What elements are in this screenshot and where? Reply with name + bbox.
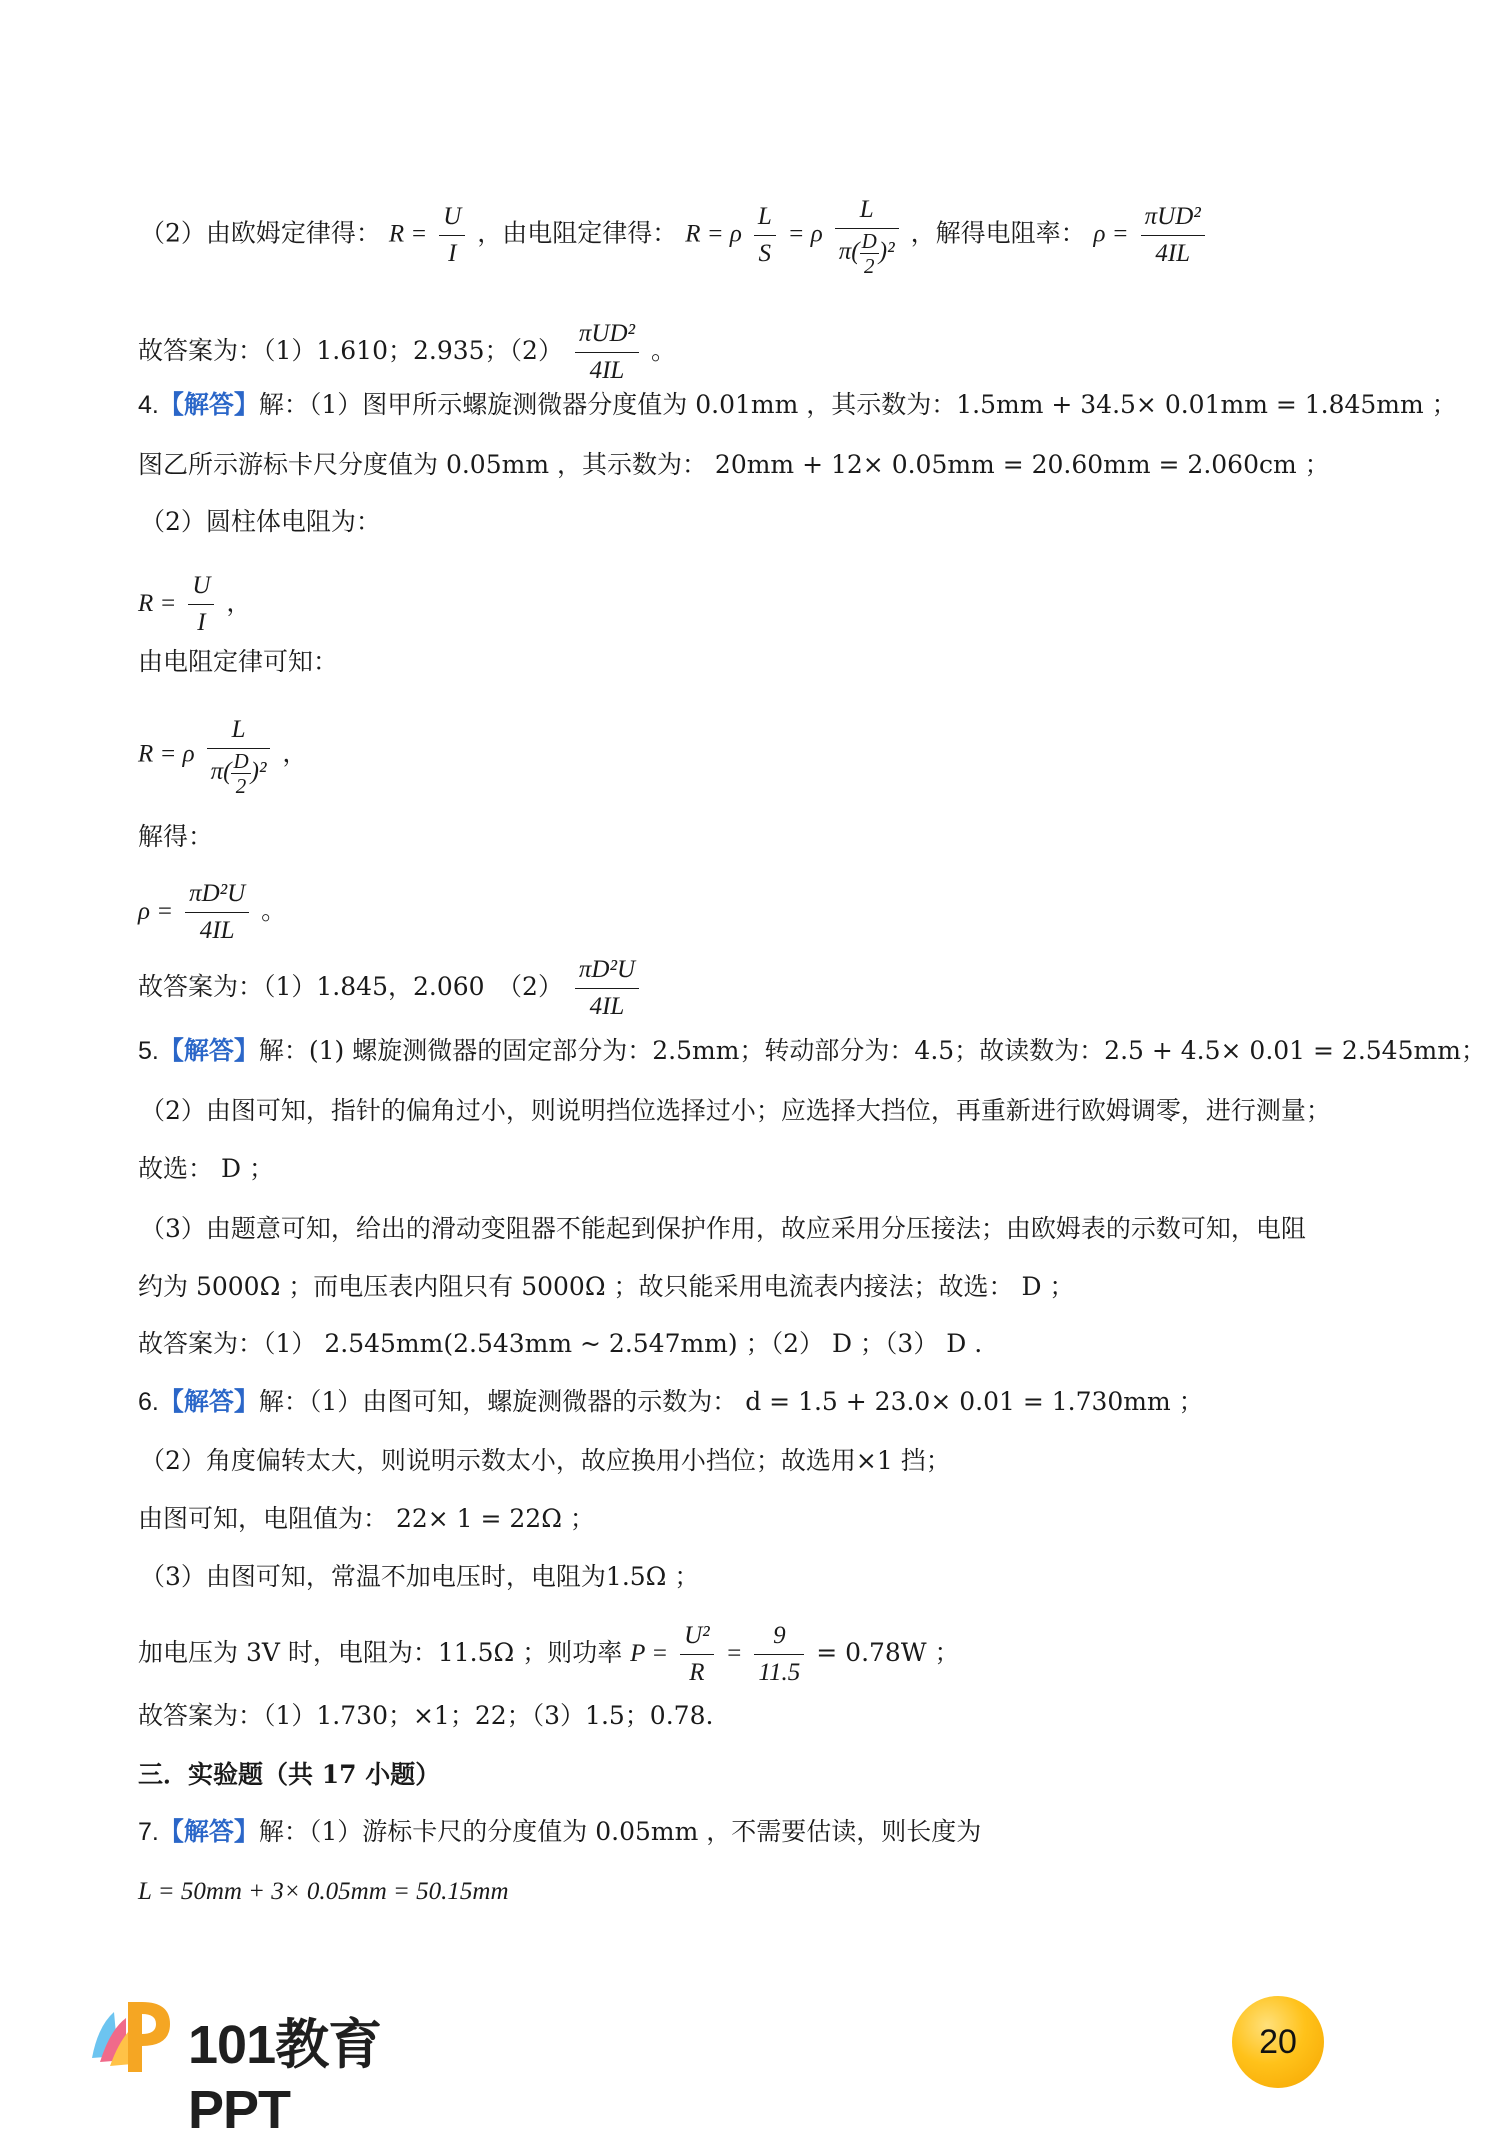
line-resistance-law bbox=[138, 645, 1388, 679]
text-segment: （2）由图可知，指针的偏角过小，则说明挡位选择过小；应选择大挡位，再重新进行欧姆调零，进行测量； bbox=[140, 1096, 1331, 1125]
question-number: 7. bbox=[138, 1818, 159, 1846]
line-q4-part1 bbox=[138, 388, 1457, 422]
answer-tag: 【解答】 bbox=[158, 390, 259, 419]
line-ohm-law bbox=[140, 192, 1388, 278]
text-segment: 故答案为：（1）1.730；×1；22；（3）1.5；0.78. bbox=[138, 1701, 714, 1730]
fraction-rho-result bbox=[185, 876, 249, 949]
section-heading bbox=[138, 1758, 1388, 1792]
text-segment: 解：（1）由图可知，螺旋测微器的示数为： d = 1.5 + 23.0× 0.01 = 1.730mm ； bbox=[258, 1387, 1204, 1416]
numerator: L bbox=[754, 199, 776, 236]
text-segment: （2）由欧姆定律得： bbox=[140, 218, 381, 248]
comma: ， bbox=[226, 588, 252, 617]
denominator: 4IL bbox=[589, 357, 625, 384]
formula-line-rho bbox=[138, 876, 1388, 949]
text-segment: = 0.78W ； bbox=[816, 1638, 960, 1667]
formula-length: L = 50mm + 3× 0.05mm = 50.15mm bbox=[138, 1878, 509, 1905]
heading-text: 三．实验题（共 17 小题） bbox=[138, 1760, 441, 1789]
denominator: I bbox=[448, 239, 457, 267]
line-q5-part1 bbox=[138, 1034, 1486, 1068]
denominator: I bbox=[197, 609, 206, 636]
answer-tag: 【解答】 bbox=[158, 1387, 259, 1416]
text-segment: ，由电阻定律得： bbox=[477, 218, 678, 248]
line-q4-resistance bbox=[140, 505, 1388, 539]
formula-eq-rho: = ρ bbox=[787, 220, 823, 248]
page-number: 20 bbox=[1259, 2022, 1297, 2061]
denominator bbox=[207, 749, 271, 798]
period: 。 bbox=[261, 896, 287, 925]
formula-r: R = bbox=[138, 590, 177, 617]
line-q7-formula bbox=[138, 1874, 1388, 1909]
text-segment: 解：(1) 螺旋测微器的固定部分为：2.5mm；转动部分为：4.5；故读数为：2.5 + 4.5× 0.01 = 2.545mm； bbox=[258, 1036, 1486, 1065]
question-number: 5. bbox=[138, 1037, 159, 1065]
comma: ， bbox=[282, 738, 308, 768]
line-q7-part1 bbox=[138, 1815, 1388, 1849]
text-segment: （2）圆柱体电阻为： bbox=[140, 507, 381, 536]
text-segment: ，解得电阻率： bbox=[910, 218, 1086, 248]
numerator: U bbox=[188, 568, 214, 605]
numerator: 9 bbox=[754, 1618, 804, 1655]
line-q6-part3 bbox=[138, 1502, 1388, 1536]
question-number: 6. bbox=[138, 1388, 159, 1416]
line-q4-part2 bbox=[138, 448, 1388, 482]
fraction-d-over-2 bbox=[860, 229, 879, 278]
text-segment: 约为 5000Ω ；而电压表内阻只有 5000Ω ；故只能采用电流表内接法；故选： D ； bbox=[138, 1272, 1075, 1301]
fraction-u2-over-r bbox=[680, 1618, 714, 1691]
formula-r: R = bbox=[388, 220, 428, 248]
answer-tag: 【解答】 bbox=[158, 1036, 259, 1065]
line-q5-part2 bbox=[140, 1094, 1388, 1128]
denominator: 4IL bbox=[1155, 239, 1191, 267]
close-square: )² bbox=[878, 238, 895, 266]
text-segment: 解：（1）图甲所示螺旋测微器分度值为 0.01mm ，其示数为：1.5mm + 34.5× 0.01mm = 1.845mm ； bbox=[258, 390, 1457, 419]
numerator: πD²U bbox=[575, 952, 639, 989]
close-square: )² bbox=[250, 758, 267, 786]
denominator: S bbox=[758, 239, 772, 267]
text-segment: （3）由图可知，常温不加电压时，电阻为1.5Ω ； bbox=[140, 1562, 700, 1591]
text-segment: 解得： bbox=[138, 822, 214, 851]
fraction-u-over-i bbox=[439, 199, 465, 272]
text-segment: （2）角度偏转太大，则说明示数太小，故应换用小挡位；故选用×1 挡； bbox=[140, 1446, 951, 1475]
denominator: 2 bbox=[863, 254, 875, 278]
fraction-resistivity bbox=[575, 316, 639, 389]
text-segment: 解：（1）游标卡尺的分度值为 0.05mm ，不需要估读，则长度为 bbox=[258, 1817, 982, 1846]
denominator bbox=[835, 229, 899, 278]
formula-line-r-u-i bbox=[138, 568, 1388, 641]
question-number: 4. bbox=[138, 391, 159, 419]
line-q5-part4 bbox=[138, 1270, 1388, 1304]
fraction-resistivity bbox=[1141, 199, 1205, 272]
pi-open: π( bbox=[838, 238, 860, 266]
line-q5-choice bbox=[138, 1152, 1388, 1186]
fraction-l-over-area bbox=[207, 712, 271, 798]
text-segment: 故答案为：（1） 2.545mm(2.543mm ~ 2.547mm) ；（2） D ；（3） D . bbox=[138, 1329, 983, 1358]
footer-logo bbox=[84, 1996, 444, 2140]
line-q6-answer bbox=[138, 1699, 1388, 1733]
line-q6-part2 bbox=[140, 1444, 1388, 1478]
text-segment: 由电阻定律可知： bbox=[138, 647, 339, 676]
line-q6-part1 bbox=[138, 1385, 1388, 1419]
line-solve bbox=[138, 820, 1388, 854]
fraction-l-over-area bbox=[835, 192, 899, 278]
formula-line-r-rho bbox=[138, 712, 1388, 798]
denominator: 2 bbox=[235, 774, 247, 798]
numerator: L bbox=[207, 712, 271, 749]
formula-rho: ρ = bbox=[1093, 220, 1129, 248]
numerator: U² bbox=[680, 1618, 714, 1655]
denominator: R bbox=[689, 1659, 705, 1686]
fraction-u-over-i bbox=[188, 568, 214, 641]
logo-icon bbox=[84, 1996, 174, 2076]
fraction-9-over-11-5 bbox=[754, 1618, 804, 1691]
period: 。 bbox=[651, 336, 677, 365]
text-segment: 故答案为：（1）1.845，2.060 （2） bbox=[138, 972, 563, 1001]
fraction-d-over-2 bbox=[231, 749, 250, 798]
denominator: 11.5 bbox=[758, 1659, 801, 1686]
numerator: D bbox=[233, 749, 249, 773]
numerator: πD²U bbox=[185, 876, 249, 913]
numerator: U bbox=[439, 199, 465, 236]
pi-open: π( bbox=[210, 758, 232, 786]
text-segment: （3）由题意可知，给出的滑动变阻器不能起到保护作用，故应采用分压接法；由欧姆表的示数可知，电阻 bbox=[140, 1214, 1306, 1243]
denominator: 4IL bbox=[199, 917, 235, 944]
formula-r-rho: R = ρ bbox=[138, 740, 195, 768]
answer-tag: 【解答】 bbox=[158, 1817, 259, 1846]
text-segment: 加电压为 3V 时，电阻为：11.5Ω ；则功率 bbox=[138, 1638, 623, 1667]
numerator: L bbox=[835, 192, 899, 229]
equals: = bbox=[725, 1640, 743, 1667]
fraction-rho-result bbox=[575, 952, 639, 1025]
line-q6-power bbox=[138, 1618, 1388, 1691]
line-q4-answer bbox=[138, 952, 1388, 1025]
line-q5-part3 bbox=[140, 1212, 1388, 1246]
formula-p: P = bbox=[630, 1640, 669, 1667]
text-segment: 故选： D ； bbox=[138, 1154, 274, 1183]
formula-rho: ρ = bbox=[138, 898, 174, 925]
text-segment: 故答案为：（1）1.610；2.935；（2） bbox=[138, 336, 563, 365]
text-segment: 图乙所示游标卡尺分度值为 0.05mm ，其示数为： 20mm + 12× 0.05mm = 20.60mm = 2.060cm ； bbox=[138, 450, 1330, 479]
line-answer-3 bbox=[138, 316, 1388, 389]
numerator: D bbox=[861, 229, 877, 253]
line-q5-answer bbox=[138, 1327, 1388, 1361]
fraction-l-over-s bbox=[754, 199, 776, 272]
page-number-badge bbox=[1232, 1996, 1324, 2088]
line-q6-part4 bbox=[140, 1560, 1388, 1594]
text-segment: 由图可知，电阻值为： 22× 1 = 22Ω ； bbox=[138, 1504, 595, 1533]
denominator: 4IL bbox=[589, 993, 625, 1020]
numerator: πUD² bbox=[575, 316, 639, 353]
formula-r-rho: R = ρ bbox=[685, 220, 742, 248]
numerator: πUD² bbox=[1141, 199, 1205, 236]
logo-text: 101教育PPT bbox=[188, 2015, 382, 2140]
